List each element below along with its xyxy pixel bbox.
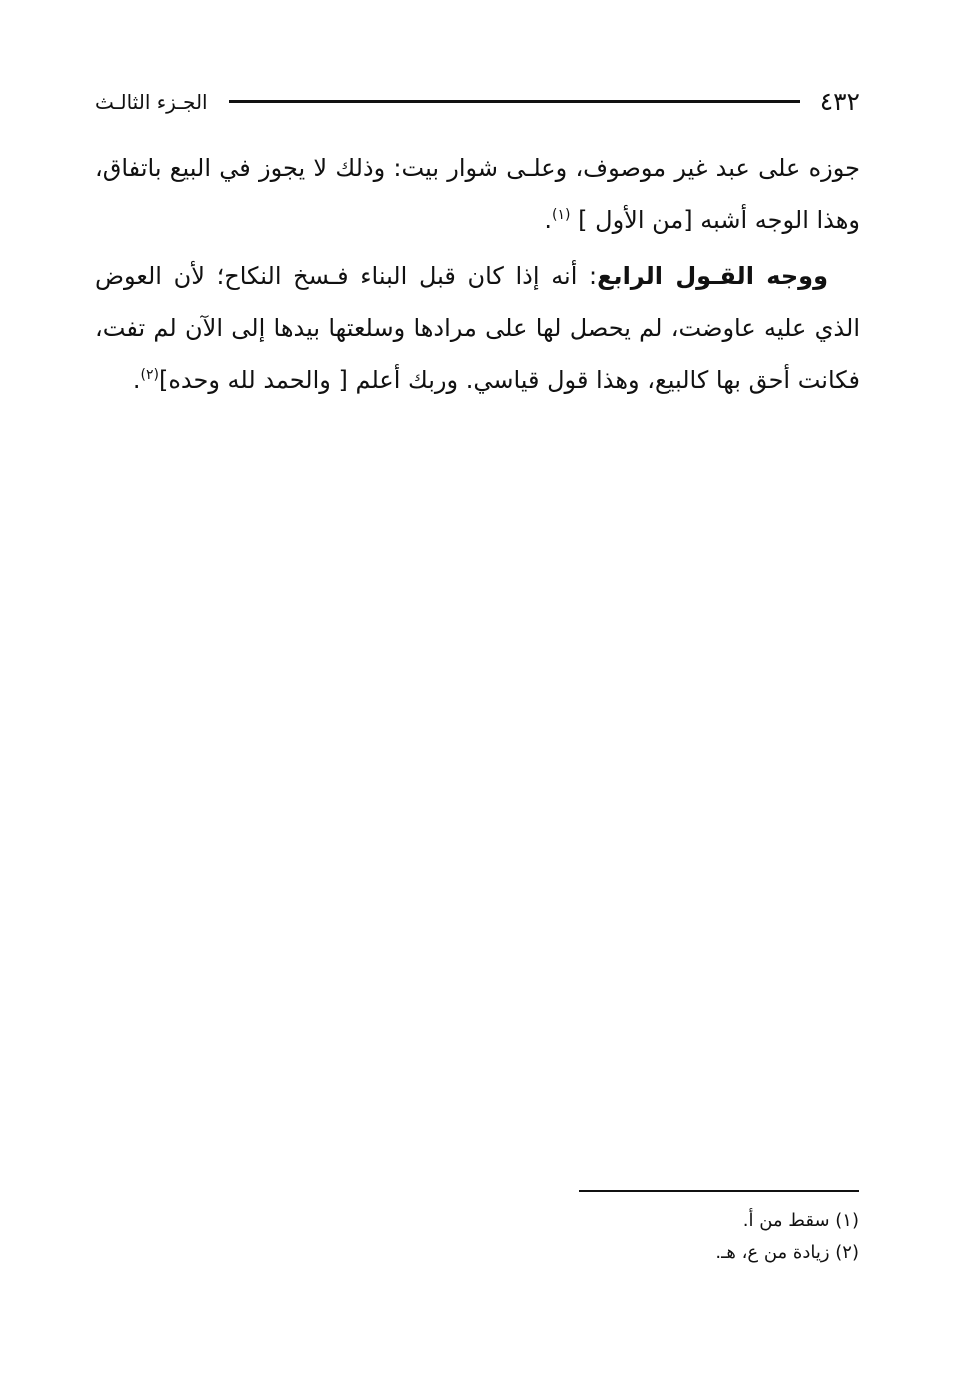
paragraph-2-end: . bbox=[132, 366, 141, 394]
page-header bbox=[95, 86, 860, 122]
paragraph-1-text: جوزه على عبد غير موصوف، وعلـى شوار بيت: وذلك لا يجوز في البيع باتفاق، وهذا الوجه أشبه [من الأول ] bbox=[95, 154, 860, 234]
footnote-ref-2: (٢) bbox=[140, 367, 159, 383]
footnote-rule bbox=[579, 1190, 859, 1192]
paragraph-2 bbox=[95, 250, 860, 406]
paragraph-1 bbox=[95, 142, 860, 246]
footnote-1: (١) سقط من أ. bbox=[742, 1210, 859, 1231]
header-rule bbox=[229, 100, 800, 103]
paragraph-2-text: : أنه إذا كان قبل البناء فـسخ النكاح؛ لأن العوض الذي عليه عاوضت، لم يحصل لها على مرادها وسلعتها بيدها إلى الآن لم تفت، فكانت أحق بها كالبيع، وهذا قول قياسي. وربك أعلم [ والحمد لله وحده] bbox=[95, 262, 860, 394]
main-text bbox=[95, 142, 860, 406]
footnotes bbox=[459, 1205, 859, 1269]
running-title: الجـزء الثالـث bbox=[95, 90, 208, 114]
paragraph-2-lead: ووجه القـول الرابع bbox=[597, 262, 828, 290]
page-number: ٤٣٢ bbox=[819, 87, 860, 116]
footnote-2: (٢) زيادة من ع، هـ. bbox=[715, 1242, 859, 1263]
footnote-ref-1: (١) bbox=[552, 207, 571, 223]
paragraph-1-end: . bbox=[544, 206, 553, 234]
